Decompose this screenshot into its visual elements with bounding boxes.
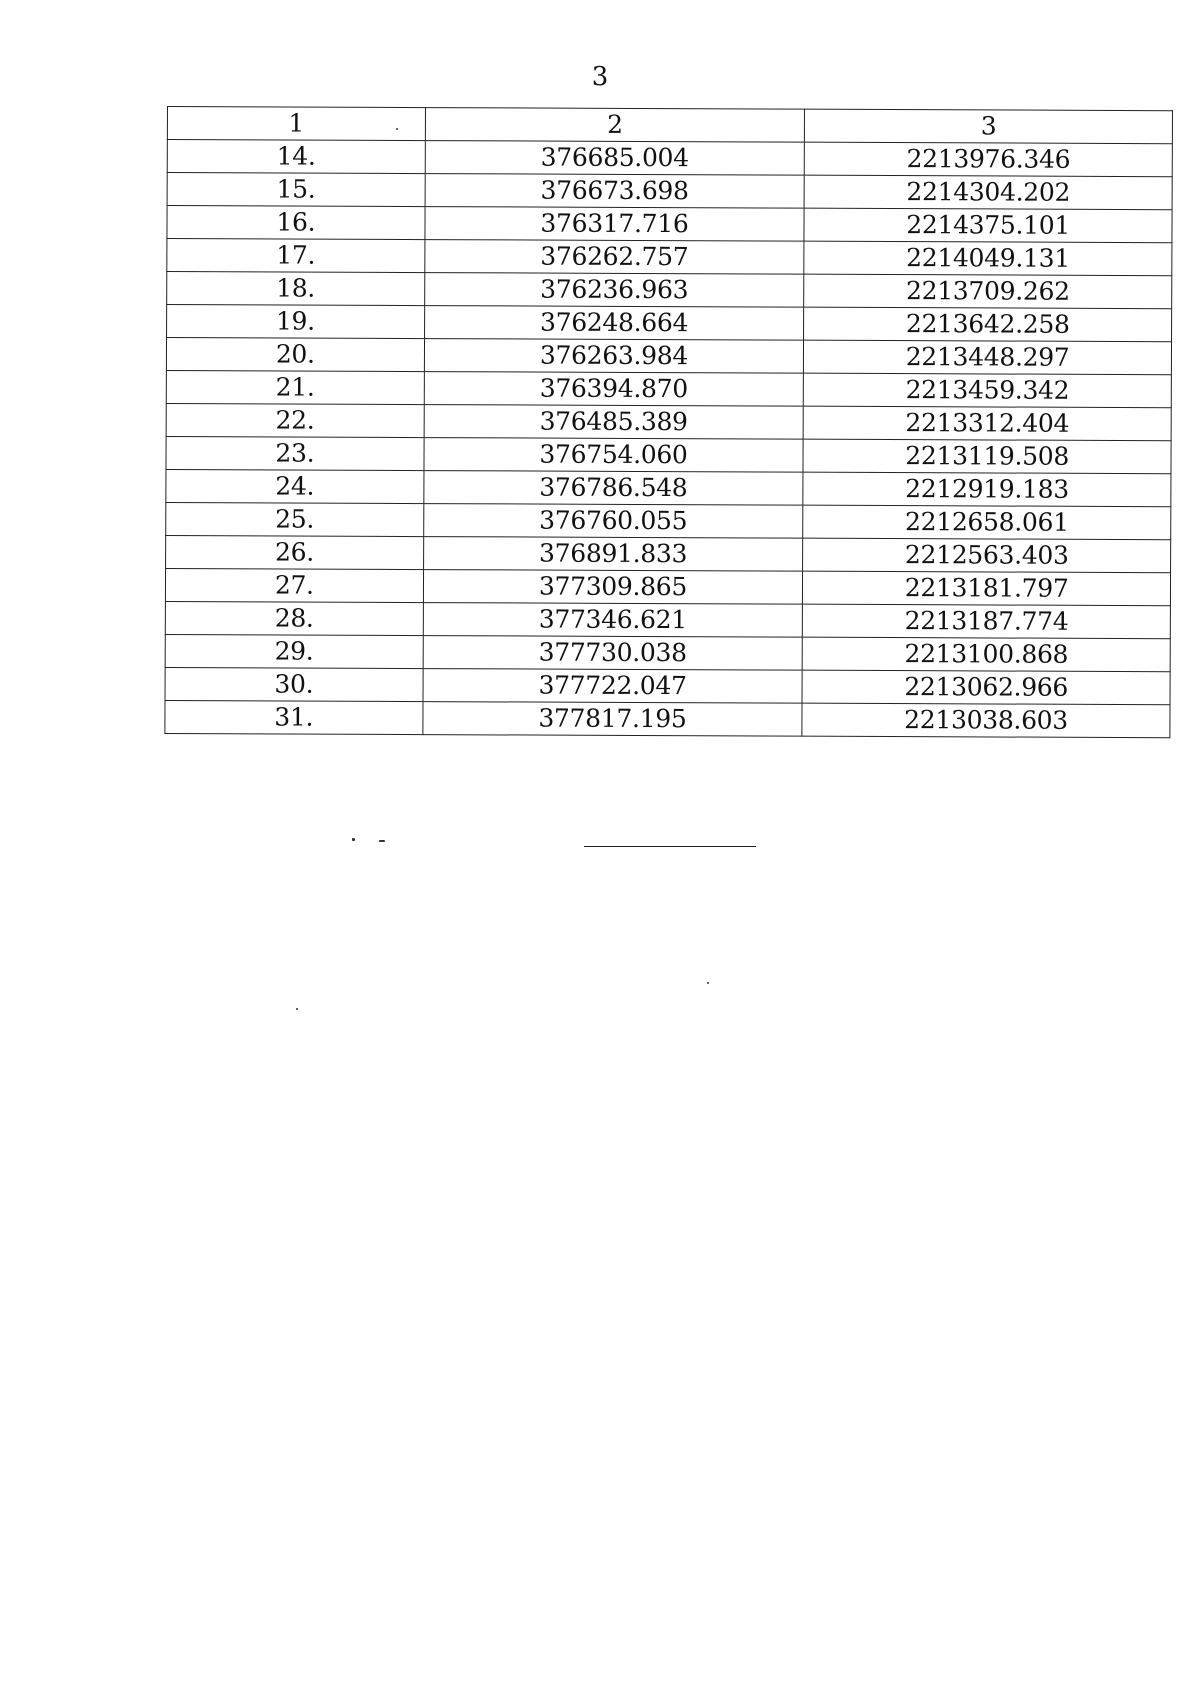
table-cell-column-3: 2213642.258 <box>804 307 1172 342</box>
table-row <box>165 601 1170 638</box>
table-cell-column-1: 26. <box>166 535 424 569</box>
table-row <box>166 436 1171 473</box>
table-row <box>165 634 1170 671</box>
table-cell-column-3: 2214375.101 <box>804 208 1172 243</box>
table-row <box>167 239 1172 276</box>
scan-mark <box>396 128 398 130</box>
table-cell-column-3: 2213062.966 <box>802 670 1170 705</box>
closing-rule <box>584 846 756 847</box>
table-cell-column-1: 17. <box>167 239 425 273</box>
table-cell-column-1: 30. <box>165 667 423 701</box>
table-cell-column-3: 2213181.797 <box>803 571 1171 606</box>
table-row <box>166 502 1171 539</box>
table-cell-column-3: 2213100.868 <box>802 637 1170 672</box>
table-cell-column-3: 2212658.061 <box>803 505 1171 540</box>
table-row <box>166 469 1171 506</box>
table-cell-column-1: 18. <box>167 272 425 306</box>
table-cell-column-2: 376754.060 <box>424 438 804 473</box>
table-body <box>165 140 1172 738</box>
table-cell-column-2: 376317.716 <box>425 207 805 242</box>
table-cell-column-1: 22. <box>166 403 424 437</box>
table-cell-column-2: 377346.621 <box>423 603 803 638</box>
table-row <box>167 305 1172 342</box>
table-cell-column-2: 377722.047 <box>423 669 803 704</box>
table-cell-column-3: 2212919.183 <box>803 472 1171 507</box>
table-cell-column-2: 377817.195 <box>423 702 803 737</box>
table-cell-column-3: 2213448.297 <box>804 340 1172 375</box>
table-cell-column-2: 376485.389 <box>424 405 804 440</box>
table-cell-column-2: 376394.870 <box>424 372 804 407</box>
table-row <box>166 535 1171 572</box>
table-row <box>167 272 1172 309</box>
table-cell-column-1: 16. <box>167 206 425 240</box>
scan-mark <box>296 1008 298 1010</box>
table-cell-column-1: 23. <box>166 436 424 470</box>
table-row <box>166 370 1171 407</box>
table-cell-column-3: 2213187.774 <box>803 604 1171 639</box>
table-cell-column-3: 2213119.508 <box>803 439 1171 474</box>
table-cell-column-2: 376236.963 <box>424 273 804 308</box>
table-header <box>167 107 1172 144</box>
table-cell-column-1: 31. <box>165 700 423 734</box>
table-row <box>166 403 1171 440</box>
table-cell-column-2: 376673.698 <box>425 174 805 209</box>
table-cell-column-2: 376685.004 <box>425 141 805 176</box>
table-cell-column-1: 27. <box>165 568 423 602</box>
header-row <box>167 107 1172 144</box>
header-column-2: 2 <box>425 108 805 143</box>
table-cell-column-2: 376248.664 <box>424 306 804 341</box>
scan-mark <box>707 982 709 984</box>
table-cell-column-1: 15. <box>167 173 425 207</box>
table-cell-column-3: 2213709.262 <box>804 274 1172 309</box>
table-cell-column-3: 2214049.131 <box>804 241 1172 276</box>
table-cell-column-2: 377730.038 <box>423 636 803 671</box>
table-cell-column-1: 21. <box>166 370 424 404</box>
table-cell-column-3: 2213312.404 <box>803 406 1171 441</box>
table-cell-column-3: 2214304.202 <box>804 175 1172 210</box>
table-cell-column-2: 376760.055 <box>423 504 803 539</box>
table-cell-column-1: 20. <box>166 338 424 372</box>
table-row <box>167 173 1172 210</box>
table-row <box>166 338 1171 375</box>
table-cell-column-2: 376891.833 <box>423 537 803 572</box>
header-column-1: 1 <box>167 107 425 141</box>
table-cell-column-1: 14. <box>167 140 425 174</box>
table-row <box>165 700 1170 737</box>
table-cell-column-3: 2212563.403 <box>803 538 1171 573</box>
table-cell-column-2: 376262.757 <box>424 240 804 275</box>
table-cell-column-1: 25. <box>166 502 424 536</box>
table-row <box>165 667 1170 704</box>
page-number: 3 <box>591 62 609 92</box>
table-cell-column-3: 2213038.603 <box>802 703 1170 738</box>
header-column-3: 3 <box>805 109 1173 144</box>
table-cell-column-1: 19. <box>167 305 425 339</box>
table-cell-column-2: 377309.865 <box>423 570 803 605</box>
table-cell-column-1: 24. <box>166 469 424 503</box>
scan-mark <box>352 838 355 841</box>
table-cell-column-1: 28. <box>165 601 423 635</box>
table-cell-column-2: 376263.984 <box>424 339 804 374</box>
table-cell-column-1: 29. <box>165 634 423 668</box>
coordinates-table <box>164 106 1173 738</box>
table-row <box>167 206 1172 243</box>
table-row <box>167 140 1172 177</box>
table-cell-column-3: 2213976.346 <box>805 142 1173 177</box>
table-cell-column-2: 376786.548 <box>423 471 803 506</box>
scan-mark <box>379 840 385 842</box>
table-row <box>165 568 1170 605</box>
table-cell-column-3: 2213459.342 <box>804 373 1172 408</box>
